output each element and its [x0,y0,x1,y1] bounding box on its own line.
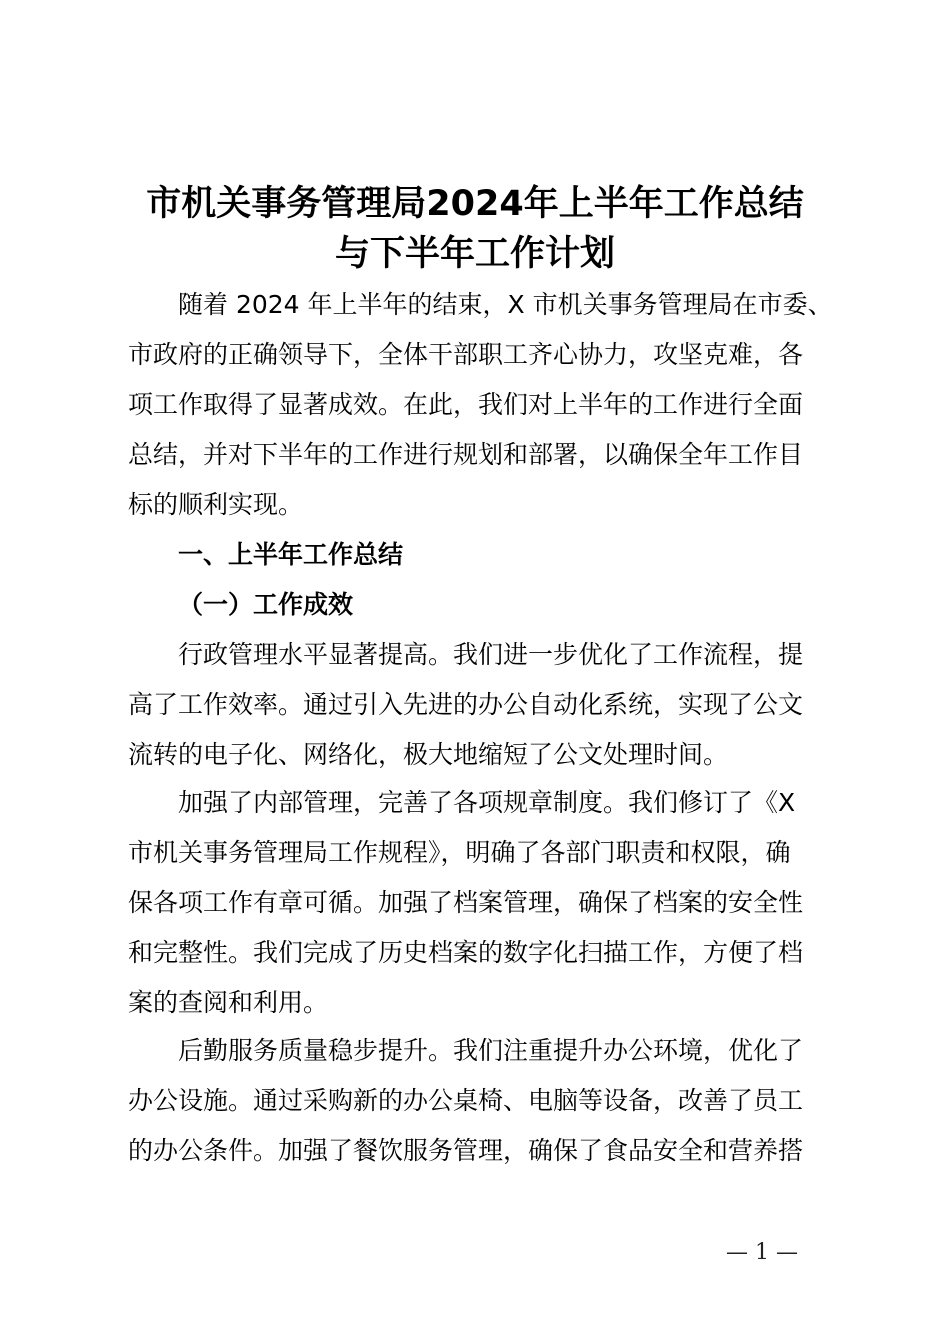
text-line: 的办公条件。加强了餐饮服务管理，确保了食品安全和营养搭 [128,1136,804,1165]
section-heading: 一、上半年工作总结 [178,540,404,569]
text-line: 高了工作效率。通过引入先进的办公自动化系统，实现了公文 [128,690,804,719]
text-line: 案的查阅和利用。 [128,988,329,1017]
text-line: 项工作取得了显著成效。在此，我们对上半年的工作进行全面 [128,390,804,419]
intro-paragraph [128,280,831,530]
text-line: 办公设施。通过采购新的办公桌椅、电脑等设备，改善了员工 [128,1086,804,1115]
text-line: 随着 2024 年上半年的结束，X 市机关事务管理局在市委、 [178,290,833,319]
page-number: — 1 — [726,1240,798,1265]
text-line: 市机关事务管理局工作规程》，明确了各部门职责和权限，确 [128,838,791,867]
document-title-line-2: 与下半年工作计划 [334,234,615,274]
text-line: 后勤服务质量稳步提升。我们注重提升办公环境，优化了 [178,1036,804,1065]
text-line: 行政管理水平显著提高。我们进一步优化了工作流程，提 [178,640,804,669]
text-line: 总结，并对下半年的工作进行规划和部署，以确保全年工作目 [128,440,804,469]
text-line: 和完整性。我们完成了历史档案的数字化扫描工作，方便了档 [128,938,804,967]
paragraph-management [128,778,831,1028]
paragraph-logistics [128,1026,831,1176]
subsection-heading: （一）工作成效 [178,590,354,619]
text-line: 标的顺利实现。 [128,490,304,519]
text-line: 市政府的正确领导下，全体干部职工齐心协力，攻坚克难，各 [128,340,804,369]
text-line: 保各项工作有章可循。加强了档案管理，确保了档案的安全性 [128,888,804,917]
document-title-line-1: 市机关事务管理局2024年上半年工作总结 [146,184,804,224]
paragraph-admin [128,630,831,780]
text-line: 加强了内部管理，完善了各项规章制度。我们修订了《X [178,788,796,817]
text-line: 流转的电子化、网络化，极大地缩短了公文处理时间。 [128,740,729,769]
